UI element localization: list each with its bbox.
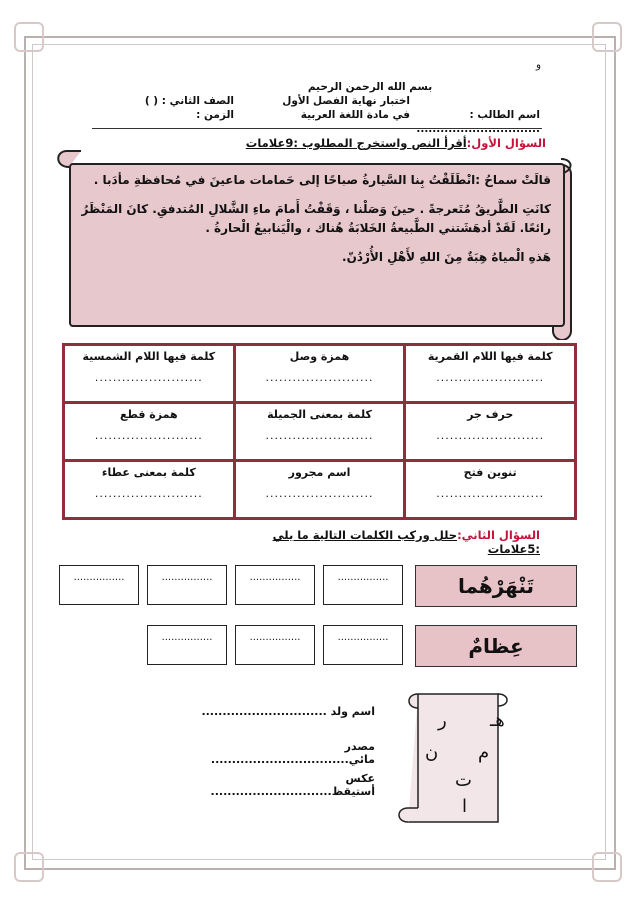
- table-cell[interactable]: [405, 403, 576, 461]
- extraction-table: [62, 343, 577, 520]
- letter: ت: [455, 770, 472, 791]
- answer-blank[interactable]: ........................: [436, 371, 545, 384]
- letter: ن: [425, 742, 439, 763]
- table-cell[interactable]: [64, 461, 235, 519]
- answer-blank[interactable]: ........................: [265, 487, 374, 500]
- table-row: [64, 345, 576, 403]
- answer-box[interactable]: ................: [323, 565, 403, 605]
- cell-label: همزة قطع: [120, 408, 178, 421]
- cell-label: تنوين فتح: [463, 466, 517, 479]
- q1-label: السؤال الأول:: [466, 136, 546, 150]
- question-line-opposite[interactable]: عكس أستيقظ.............................: [210, 772, 375, 798]
- exam-title: اختبار نهاية الفصل الأول: [282, 95, 410, 107]
- answer-box[interactable]: ................: [59, 565, 139, 605]
- cell-label: كلمة بمعنى عطاء: [101, 466, 196, 479]
- corner-ornament: [592, 22, 622, 52]
- q1-instruction: أقرأ النص واستخرج المطلوب :9علامات: [245, 136, 467, 150]
- corner-ornament: [14, 852, 44, 882]
- header-divider: [92, 128, 542, 129]
- cell-label: كلمة فيها اللام القمرية: [427, 350, 553, 363]
- cell-label: همزة وصل: [289, 350, 350, 363]
- answer-blank[interactable]: ........................: [94, 429, 203, 442]
- table-cell[interactable]: [234, 345, 405, 403]
- answer-blank[interactable]: ........................: [94, 371, 203, 384]
- corner-ornament: [14, 22, 44, 52]
- cell-label: كلمة بمعنى الجميلة: [267, 408, 372, 421]
- table-row: [64, 403, 576, 461]
- word-box-1: تَنْهَرْهُما: [415, 565, 577, 607]
- answer-box[interactable]: ................: [147, 565, 227, 605]
- passage-box: [69, 163, 565, 327]
- answer-blank[interactable]: ........................: [265, 371, 374, 384]
- subject: في مادة اللغة العربية: [300, 109, 410, 121]
- table-cell[interactable]: [234, 403, 405, 461]
- letter: م: [478, 742, 490, 763]
- answer-blank[interactable]: ........................: [436, 487, 545, 500]
- time-field: الزمن :: [196, 109, 234, 121]
- answer-blank[interactable]: ........................: [265, 429, 374, 442]
- question-line-boy-name[interactable]: اسم ولد ..............................: [201, 705, 375, 718]
- letter-scroll-icon: [398, 682, 512, 840]
- basmala: بسم الله الرحمن الرحيم: [307, 81, 433, 93]
- cell-label: اسم مجرور: [288, 466, 351, 479]
- table-cell[interactable]: [64, 345, 235, 403]
- answer-box[interactable]: ................: [235, 625, 315, 665]
- passage-scroll: [55, 145, 575, 340]
- answer-box[interactable]: ................: [235, 565, 315, 605]
- student-name-field: اسم الطالب : ...............................: [416, 109, 540, 135]
- passage-paragraph-2: كانَتِ الطَّريقُ مُتَعرجةً . حينَ وَصَلْنا ، وَقَفْتُ أَمامَ ماءِ الشَّلالِ المُتدفقِ. كانَ المَنْظَرُ رائعًا. لَقَدْ أدهَشَتني الطَّبيعةُ الخَلابَةُ هُناك ، والْيَنابيعُ الْحارةُ .: [81, 202, 551, 235]
- grade-field: الصف الثاني : ( ): [144, 95, 234, 107]
- cell-label: كلمة فيها اللام الشمسية: [82, 350, 216, 363]
- question-line-water-source[interactable]: مصدر مائي.................................: [210, 740, 375, 766]
- cell-label: حرف جر: [467, 408, 514, 421]
- answer-box[interactable]: ................: [147, 625, 227, 665]
- table-cell[interactable]: [405, 345, 576, 403]
- q2-label: السؤال الثاني:: [457, 528, 540, 542]
- letter: هـ: [490, 710, 505, 731]
- letter: ا: [462, 796, 468, 817]
- table-cell[interactable]: [64, 403, 235, 461]
- passage-paragraph-1: قالَتْ سماحُ :انْطَلَقْتُ بِنا السَّيارةُ صباحًا إلى حَمامات ماعينَ في مُحافظةِ مأدَبا .: [93, 173, 551, 187]
- table-cell[interactable]: [405, 461, 576, 519]
- corner-ornament: [592, 852, 622, 882]
- answer-blank[interactable]: ........................: [436, 429, 545, 442]
- q2-heading: [240, 528, 540, 556]
- page-mark: و: [536, 59, 542, 71]
- answer-box[interactable]: ................: [323, 625, 403, 665]
- q2-instruction: حلل وركب الكلمات التالية ما يلي :5علامات: [272, 528, 540, 556]
- letter: ر: [438, 710, 447, 731]
- table-row: [64, 461, 576, 519]
- passage-text: [81, 171, 551, 277]
- word-box-2: عِظامٌ: [415, 625, 577, 667]
- passage-paragraph-3: هَذهِ الْمياهُ هِبَةٌ مِنَ اللهِ لأَهْلِ الأُرْدُنّ.: [342, 250, 551, 264]
- answer-blank[interactable]: ........................: [94, 487, 203, 500]
- table-cell[interactable]: [234, 461, 405, 519]
